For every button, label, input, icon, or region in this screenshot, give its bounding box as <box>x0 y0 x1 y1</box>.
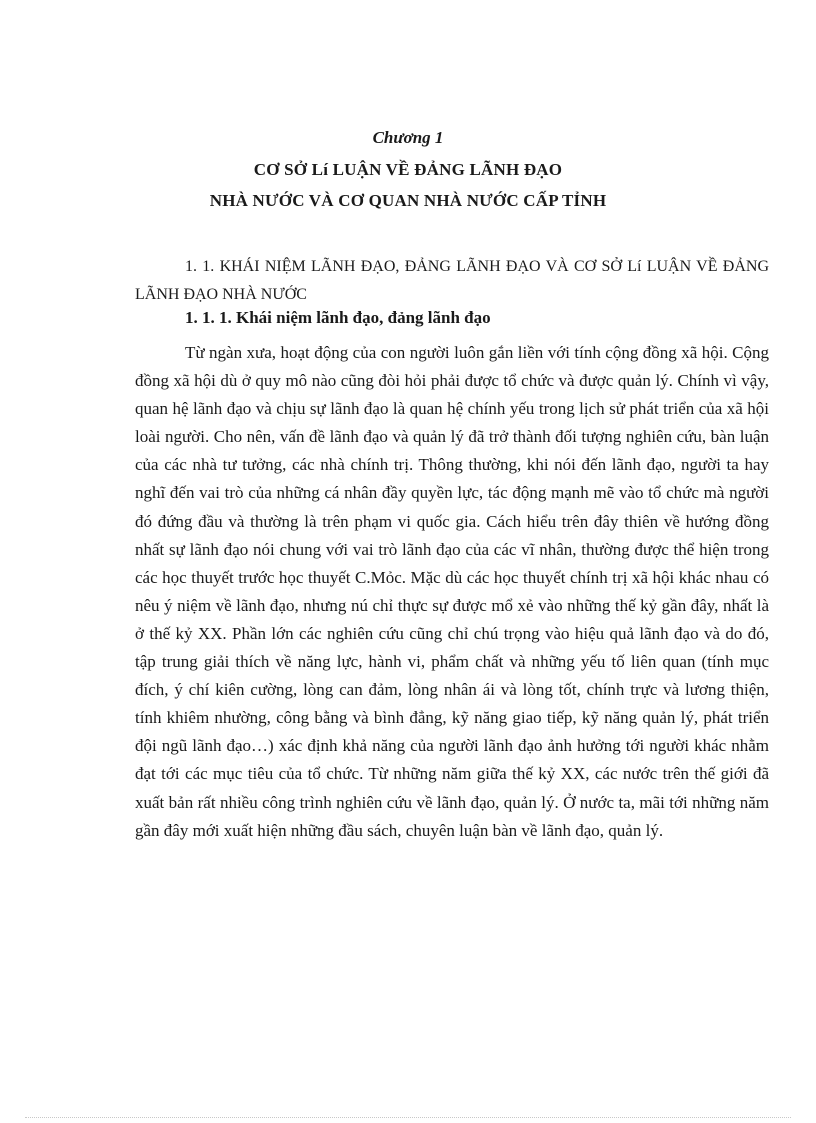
subsection-heading: 1. 1. 1. Khái niệm lãnh đạo, đảng lãnh đạo <box>185 308 491 327</box>
chapter-title-line-1: CƠ SỞ Lí LUẬN VỀ ĐẢNG LÃNH ĐẠO <box>253 160 563 179</box>
page-bottom-divider <box>25 1117 791 1118</box>
body-paragraph: Từ ngàn xưa, hoạt động của con người luôn gắn liền với tính cộng đồng xã hội. Cộng đồng xã hội dù ở quy mô nào cũng đòi hỏi phải được tổ chức và được quản lý. Chính vì vậy, quan hệ lãnh đạo và chịu sự lãnh đạo là quan hệ chính yếu trong lịch sử phát triển của xã hội loài người. Cho nên, vấn đề lãnh đạo và quản lý đã trở thành đối tượng nghiên cứu, bàn luận của các nhà tư tưởng, các nhà chính trị. Thông thường, khi nói đến lãnh đạo, người ta hay nghĩ đến vai trò của những cá nhân đầy quyền lực, tác động mạnh mẽ vào tổ chức mà người đó đứng đầu và thường là trên phạm vi quốc gia. Cách hiểu trên đây thiên về hướng đồng nhất sự lãnh đạo nói chung với vai trò lãnh đạo của các vĩ nhân, thường được thể hiện trong các học thuyết trước học thuyết C.Mỏc. Mặc dù các học thuyết chính trị xã hội khác nhau có nêu ý niệm về lãnh đạo, nhưng nú chỉ thực sự được mổ xẻ vào những thế kỷ gần đây, nhất là ở thế kỷ XX. Phần lớn các nghiên cứu cũng chỉ chú trọng vào hiệu quả lãnh đạo và do đó, tập trung giải thích về năng lực, hành vi, phẩm chất và những yếu tố liên quan (tính mục đích, ý chí kiên cường, lòng can đảm, lòng nhân ái và lòng tốt, chính trực và lương thiện, tính khiêm nhường, công bằng và bình đẳng, kỹ năng giao tiếp, kỹ năng quản lý, phát triển đội ngũ lãnh đạo…) xác định khả năng của người lãnh đạo ảnh hưởng tới người khác nhằm đạt tới các mục tiêu của tổ chức. Từ những năm giữa thế kỷ XX, các nước trên thế giới đã xuất bản rất nhiều công trình nghiên cứu về lãnh đạo, quản lý. Ở nước ta, mãi tới những năm gần đây mới xuất hiện những đầu sách, chuyên luận bàn về lãnh đạo, quản lý. <box>135 343 769 840</box>
section-heading: 1. 1. KHÁI NIỆM LÃNH ĐẠO, ĐẢNG LÃNH ĐẠO VÀ CƠ SỞ Lí LUẬN VỀ ĐẢNG LÃNH ĐẠO NHÀ NƯỚC <box>135 258 769 303</box>
chapter-title-line-2: NHÀ NƯỚC VÀ CƠ QUAN NHÀ NƯỚC CẤP TỈNH <box>209 191 607 210</box>
chapter-label: Chương 1 <box>372 128 444 147</box>
